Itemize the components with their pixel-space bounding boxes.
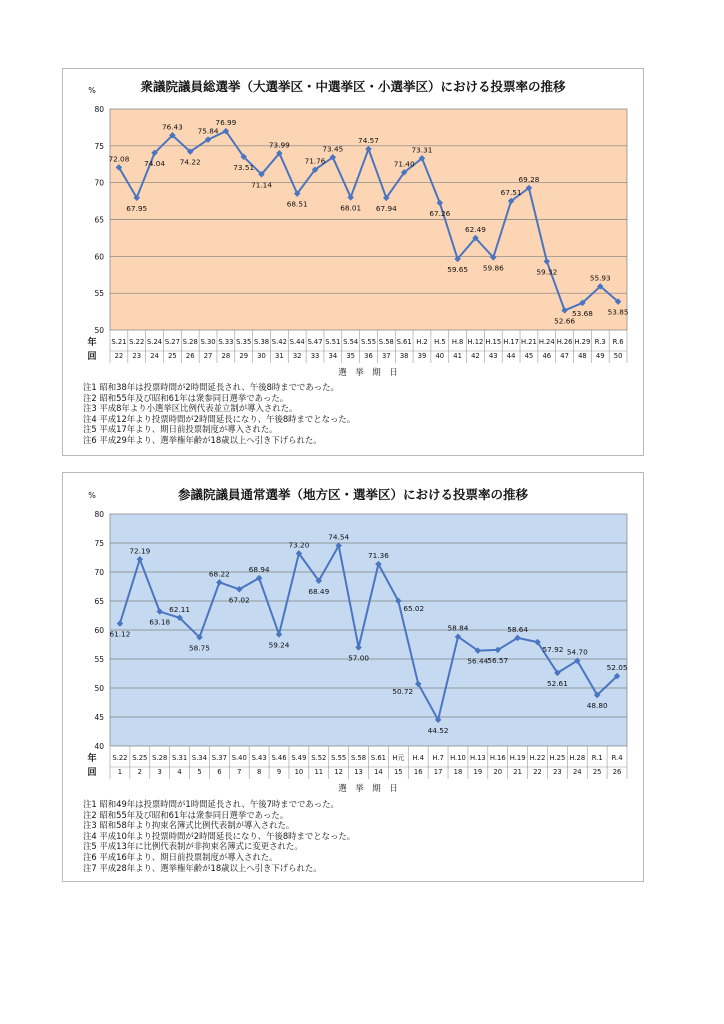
sangiin-round-label: 19 [473,768,483,776]
sangiin-round-label: 21 [513,768,522,776]
shugiin-note: 注1 昭和38年は投票時間が2時間延長され、午後8時までであった。 [83,382,339,392]
shugiin-y-tick-label: 55 [94,289,104,299]
shugiin-x-tick-label: H.29 [574,338,591,346]
shugiin-x-tick-label: H.24 [538,338,555,346]
sangiin-data-label: 74.54 [328,532,350,542]
shugiin-data-label: 59.32 [536,267,558,277]
sangiin-notes [83,799,355,873]
shugiin-round-label: 49 [595,352,605,360]
shugiin-x-tick-label: R.3 [594,338,606,346]
sangiin-x-tick-label: S.22 [112,754,128,762]
sangiin-data-label: 52.61 [546,678,568,688]
sangiin-y-tick-label: 45 [94,713,104,722]
shugiin-data-label: 67.51 [500,188,522,198]
sangiin-x-tick-label: H元 [392,754,405,762]
sangiin-data-label: 54.70 [566,647,588,657]
shugiin-round-label: 43 [488,352,498,360]
sangiin-round-label: 22 [533,768,542,776]
shugiin-chart-title: 衆議院議員総選挙（大選挙区・中選挙区・小選挙区）における投票率の推移 [140,79,566,94]
shugiin-data-label: 62.49 [465,224,486,234]
shugiin-x-tick-label: H.12 [467,338,484,346]
shugiin-x-tick-label: S.44 [289,338,305,346]
shugiin-data-label: 76.43 [161,122,183,132]
sangiin-x-tick-label: H.16 [489,754,506,762]
sangiin-x-tick-label: S.34 [191,754,208,762]
shugiin-y-tick-label: 65 [94,215,104,225]
sangiin-note: 注6 平成16年より、期日前投票制度が導入された。 [83,851,278,862]
shugiin-data-label: 71.76 [304,156,326,166]
sangiin-y-tick-label: 65 [94,597,104,606]
shugiin-round-label: 30 [257,352,266,360]
sangiin-x-tick-label: H.13 [469,754,486,762]
shugiin-round-label: 22 [114,352,124,360]
sangiin-x-tick-label: H.19 [509,754,526,762]
shugiin-x-tick-label: H.15 [485,338,502,346]
sangiin-y-tick-label: 70 [94,568,104,577]
shugiin-notes [83,382,355,446]
sangiin-round-label: 5 [197,768,202,776]
shugiin-x-tick-label: S.55 [360,338,377,346]
shugiin-data-label: 59.86 [482,263,504,273]
shugiin-note: 注2 昭和55年及び昭和61年は衆参同日選挙であった。 [83,392,289,403]
shugiin-data-label: 59.65 [447,264,469,274]
shugiin-round-label: 26 [185,352,195,360]
shugiin-x-tick-label: S.21 [111,338,127,346]
shugiin-data-label: 69.28 [518,174,540,184]
shugiin-note: 注4 平成12年より投票時間が2時間延長になり、午後8時までとなった。 [83,413,356,424]
sangiin-y-tick-label: 60 [94,626,104,635]
shugiin-round-label: 45 [524,352,534,360]
shugiin-x-tick-label: H.5 [434,338,446,346]
shugiin-y-axis [94,105,104,335]
sangiin-round-label: 10 [294,768,304,776]
shugiin-note: 注3 平成8年より小選挙区比例代表並立制が導入された。 [83,403,298,414]
sangiin-x-axis-label: 選 挙 期 日 [338,784,398,793]
shugiin-round-label: 40 [435,352,445,360]
shugiin-data-label: 73.51 [233,162,255,172]
sangiin-round-label: 8 [256,768,262,776]
sangiin-x-tick-label: S.58 [350,754,367,762]
sangiin-data-label: 52.05 [606,663,628,673]
sangiin-x-axis [110,746,627,779]
sangiin-x-tick-label: S.37 [211,754,227,762]
shugiin-x-tick-label: S.51 [325,338,341,346]
sangiin-data-label: 68.22 [208,569,230,579]
shugiin-x-tick-label: S.30 [200,338,216,346]
shugiin-x-tick-label: H.8 [451,338,464,346]
shugiin-data-label: 55.93 [589,273,611,283]
sangiin-round-label: 26 [612,768,622,776]
sangiin-x-tick-label: S.31 [172,754,188,762]
shugiin-data-label: 52.66 [554,316,576,326]
sangiin-x-tick-label: S.61 [370,754,387,762]
sangiin-data-label: 57.00 [348,653,370,663]
sangiin-data-label: 65.02 [403,603,425,613]
sangiin-year-row-label: 年 [87,754,97,764]
shugiin-x-tick-label: R.6 [612,338,624,346]
sangiin-x-tick-label: S.49 [291,754,307,762]
shugiin-x-tick-label: S.33 [218,338,234,346]
shugiin-round-label: 23 [132,352,142,360]
sangiin-data-label: 44.52 [427,725,449,735]
sangiin-x-tick-label: S.46 [271,754,287,762]
sangiin-round-label: 16 [413,768,423,776]
shugiin-round-label: 33 [310,352,320,360]
shugiin-y-tick-label: 80 [94,105,104,114]
sangiin-data-label: 56.44 [467,656,489,666]
sangiin-data-label: 67.02 [228,595,250,605]
shugiin-x-tick-label: S.61 [396,338,412,346]
shugiin-data-label: 73.99 [268,140,290,150]
sangiin-y-tick-label: 40 [94,742,104,751]
shugiin-round-label: 47 [560,352,569,360]
shugiin-round-row-label: 回 [87,352,97,362]
sangiin-note: 注1 昭和49年は投票時間が1時間延長され、午後7時までであった。 [83,799,339,809]
sangiin-x-tick-label: S.55 [331,754,347,762]
sangiin-data-label: 73.20 [288,540,310,550]
sangiin-x-tick-label: R.1 [591,754,603,762]
shugiin-x-tick-label: S.22 [129,338,145,346]
shugiin-y-tick-label: 70 [94,178,104,188]
shugiin-round-label: 27 [203,352,213,360]
shugiin-data-label: 74.22 [179,157,201,167]
shugiin-round-label: 35 [346,352,356,360]
sangiin-round-label: 25 [592,768,602,776]
sangiin-x-tick-label: S.40 [231,754,247,762]
sangiin-chart-title: 参議院議員通常選挙（地方区・選挙区）における投票率の推移 [177,487,529,502]
sangiin-chart-panel [62,472,644,882]
shugiin-round-label: 46 [542,352,552,360]
shugiin-x-tick-label: S.24 [147,338,163,346]
sangiin-x-tick-label: S.28 [152,754,168,762]
sangiin-data-label: 68.49 [308,586,330,596]
shugiin-round-label: 44 [506,352,516,360]
shugiin-x-tick-label: H.17 [503,338,520,346]
shugiin-round-label: 34 [328,352,338,360]
shugiin-round-label: 39 [417,352,427,360]
shugiin-data-label: 68.51 [286,199,308,209]
sangiin-data-label: 48.80 [586,700,608,710]
sangiin-data-label: 61.12 [109,629,131,639]
sangiin-x-tick-label: H.28 [569,754,586,762]
sangiin-data-label: 58.75 [189,643,210,653]
shugiin-round-label: 29 [239,352,249,360]
sangiin-data-label: 59.24 [268,640,290,650]
shugiin-year-row-label: 年 [87,338,97,348]
shugiin-data-label: 72.08 [108,154,130,164]
sangiin-x-tick-label: S.52 [311,754,327,762]
sangiin-y-tick-label: 55 [94,655,104,664]
shugiin-round-label: 25 [168,352,177,360]
shugiin-x-tick-label: S.54 [343,338,359,346]
sangiin-round-label: 17 [433,768,443,776]
shugiin-x-tick-label: S.58 [378,338,394,346]
shugiin-round-label: 36 [364,352,373,360]
shugiin-round-label: 41 [453,352,462,360]
sangiin-data-label: 71.36 [367,551,389,561]
sangiin-data-label: 58.64 [507,624,529,634]
sangiin-round-label: 11 [314,768,324,776]
shugiin-data-label: 67.94 [375,203,397,213]
sangiin-note: 注3 昭和58年より拘束名簿式比例代表制が導入された。 [83,820,295,831]
shugiin-data-label: 71.40 [393,159,415,169]
shugiin-round-label: 24 [150,352,159,360]
sangiin-data-label: 56.57 [487,655,509,665]
sangiin-y-unit: % [88,491,96,500]
sangiin-data-label: 62.11 [169,604,191,614]
sangiin-round-label: 3 [157,768,162,776]
sangiin-round-label: 1 [117,768,123,776]
sangiin-round-label: 18 [453,768,463,776]
shugiin-round-label: 37 [381,352,391,360]
shugiin-round-label: 50 [613,352,623,360]
shugiin-data-label: 74.57 [358,136,379,146]
sangiin-round-label: 14 [374,768,383,776]
shugiin-y-unit: % [88,86,96,95]
shugiin-x-tick-label: S.27 [164,338,180,346]
sangiin-x-tick-label: H.25 [549,754,566,762]
sangiin-round-label: 6 [217,768,222,776]
sangiin-data-label: 72.19 [129,546,151,556]
sangiin-round-row-label: 回 [87,768,97,778]
sangiin-x-tick-label: S.25 [132,754,148,762]
sangiin-x-tick-label: H.7 [432,754,444,762]
shugiin-x-tick-label: H.2 [416,338,428,346]
shugiin-x-tick-label: S.35 [236,338,252,346]
shugiin-data-label: 71.14 [251,180,272,190]
sangiin-note: 注5 平成13年に比例代表制が非拘束名簿式に変更された。 [83,841,303,852]
shugiin-x-tick-label: S.28 [182,338,198,346]
shugiin-chart-panel [62,68,644,456]
shugiin-y-tick-label: 60 [94,252,104,262]
shugiin-data-label: 68.01 [340,203,362,213]
sangiin-x-tick-label: H.4 [412,754,424,762]
sangiin-round-label: 12 [334,768,344,776]
sangiin-round-label: 20 [493,768,503,776]
sangiin-note: 注2 昭和55年及び昭和61年は衆参同日選挙であった。 [83,809,289,820]
shugiin-data-label: 53.68 [571,308,593,318]
sangiin-round-label: 9 [276,768,282,776]
sangiin-y-axis [94,510,104,751]
shugiin-x-axis [110,330,627,363]
shugiin-round-label: 42 [471,352,480,360]
sangiin-data-label: 63.18 [149,617,171,627]
sangiin-note: 注7 平成28年より、選挙権年齢が18歳以上へ引き下げられた。 [83,862,322,873]
shugiin-note: 注6 平成29年より、選挙権年齢が18歳以上へ引き下げられた。 [83,434,322,445]
shugiin-round-label: 38 [399,352,409,360]
shugiin-data-label: 53.85 [607,307,629,317]
shugiin-round-label: 32 [292,352,302,360]
sangiin-note: 注4 平成10年より投票時間が2時間延長になり、午後8時までとなった。 [83,830,356,841]
sangiin-round-label: 4 [177,768,182,776]
sangiin-y-tick-label: 80 [94,510,104,519]
sangiin-y-tick-label: 75 [94,539,104,548]
shugiin-round-label: 31 [275,352,284,360]
shugiin-data-label: 73.31 [411,145,433,155]
shugiin-data-label: 74.04 [144,158,166,168]
shugiin-data-label: 73.45 [322,144,344,154]
sangiin-data-label: 50.72 [392,686,414,696]
shugiin-note: 注5 平成17年より、期日前投票制度が導入された。 [83,424,278,435]
sangiin-x-tick-label: R.4 [611,754,623,762]
sangiin-x-tick-label: H.22 [529,754,546,762]
shugiin-data-label: 67.95 [126,203,148,213]
sangiin-round-label: 23 [553,768,562,776]
shugiin-x-tick-label: H.21 [521,338,537,346]
sangiin-x-tick-label: S.43 [251,754,267,762]
sangiin-data-label: 57.92 [542,645,564,655]
shugiin-y-tick-label: 75 [94,141,104,151]
shugiin-x-tick-label: S.47 [307,338,323,346]
shugiin-x-tick-label: H.26 [556,338,573,346]
shugiin-data-label: 67.26 [429,208,451,218]
sangiin-y-tick-label: 50 [94,684,104,693]
shugiin-data-label: 75.84 [197,126,219,136]
shugiin-round-label: 48 [578,352,587,360]
sangiin-round-label: 15 [393,768,403,776]
sangiin-round-label: 24 [572,768,582,776]
sangiin-x-tick-label: H.10 [450,754,466,762]
sangiin-round-label: 13 [354,768,363,776]
shugiin-turnout-chart [63,69,643,379]
shugiin-x-tick-label: S.38 [253,338,270,346]
shugiin-round-label: 28 [221,352,231,360]
shugiin-y-tick-label: 50 [94,326,104,335]
shugiin-x-tick-label: S.42 [271,338,287,346]
sangiin-turnout-chart [63,473,643,793]
sangiin-round-label: 7 [237,768,242,776]
sangiin-data-label: 58.84 [447,623,469,633]
shugiin-x-axis-label: 選 挙 期 日 [338,368,398,378]
shugiin-data-label: 76.99 [215,118,237,128]
sangiin-data-label: 68.94 [248,565,270,575]
sangiin-round-label: 2 [137,768,142,776]
